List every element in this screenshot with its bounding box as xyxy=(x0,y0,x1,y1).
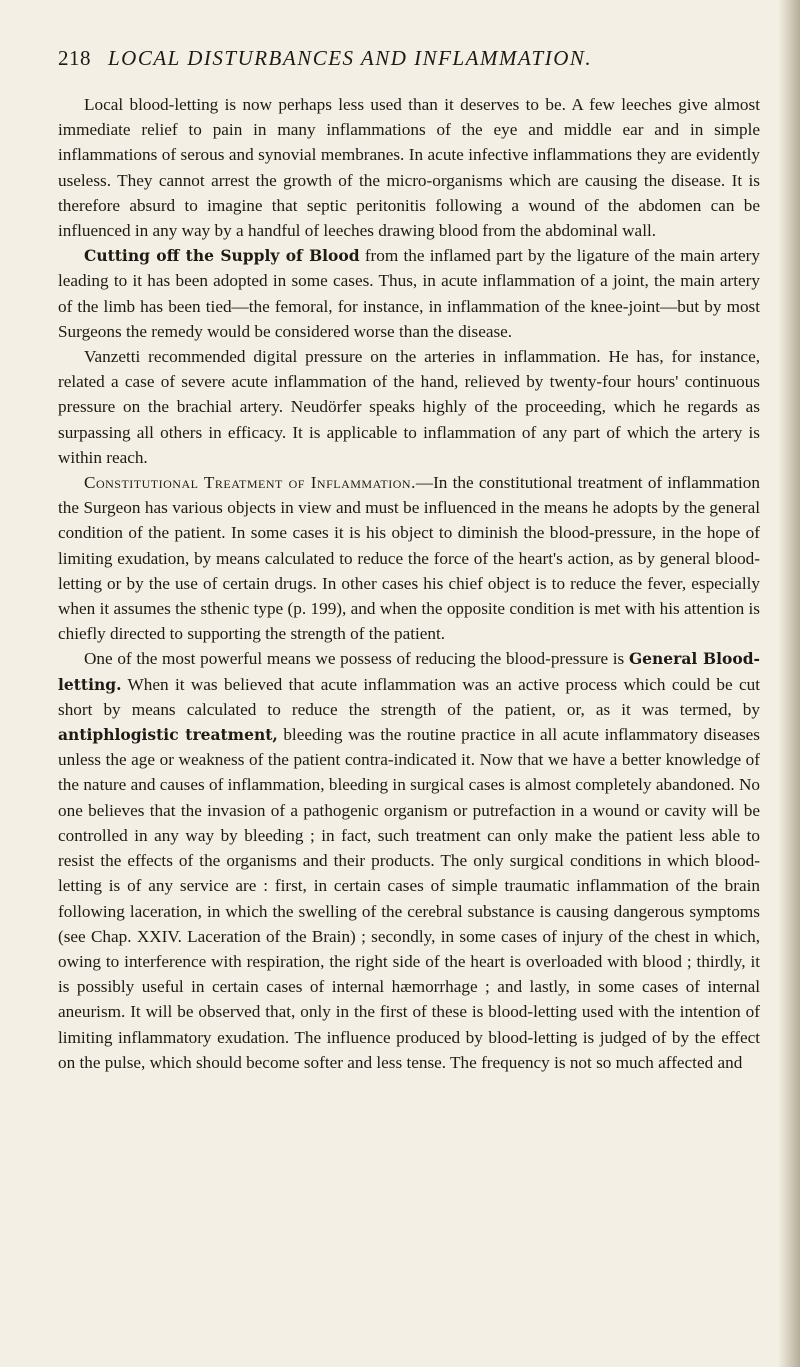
paragraph-vanzetti: Vanzetti recommended digital pressure on the arteries in inflammation. He has, for instance, related a case of severe acute inflammation of the hand, relieved by twenty-four hours' continuous pressure on the brachial artery. Neudörfer speaks highly of the proceeding, which he regards as surpassing all others in efficacy. It is applicable to inflammation of any part of which the artery is within reach. xyxy=(58,347,760,467)
heading-general-blood-letting: General Blood-letting. xyxy=(58,649,760,694)
text-cutting-off-supply: from the inflamed part by the ligature of the main artery leading to it has been adopted in some cases. Thus, in acute inflammation of a joint, the main artery of the limb has been tied—the femoral, for instance, in inflammation of the knee-joint—but by most Surgeons the remedy would be considered worse than the disease. xyxy=(58,246,761,341)
heading-constitutional-treatment: Constitutional Treatment of Inflammation. xyxy=(84,473,416,493)
text-constitutional-treatment: —In the constitutional treatment of inflammation the Surgeon has various objects in view and must be influenced in the means he adopts by the general condition of the patient. In some cases it is his object to diminish the blood-pressure, in the hope of limiting exudation, by means calculated to reduce the force of the heart's action, as by general blood-letting or by the use of certain drugs. In other cases his chief object is to reduce the fever, especially when it assumes the sthenic type (p. 199), and when the opposite condition is met with his attention is chiefly directed to supporting the strength of the patient. xyxy=(58,473,760,644)
paragraph-cutting-off-supply xyxy=(58,243,760,344)
running-title: LOCAL DISTURBANCES AND INFLAMMATION. xyxy=(108,46,593,70)
heading-cutting-off-supply: Cutting off the Supply of Blood xyxy=(84,246,360,266)
paragraph-constitutional-treatment xyxy=(58,470,760,646)
term-antiphlogistic-treatment: antiphlogistic treatment, xyxy=(58,725,278,745)
running-head xyxy=(58,46,760,86)
paragraph-local-blood-letting: Local blood-letting is now perhaps less used than it deserves to be. A few leeches give almost immediate relief to pain in many inflammations of the eye and middle ear and in simple inflammations of serous and synovial membranes. In acute infective inflammations they are evidently useless. They cannot arrest the growth of the micro-organisms which are causing the disease. It is therefore absurd to imagine that septic peritonitis following a wound of the abdomen can be influenced in any way by a handful of leeches drawing blood from the abdominal wall. xyxy=(58,95,760,241)
book-spine-shadow xyxy=(778,0,800,1367)
paragraph-general-blood-letting xyxy=(58,646,760,1074)
book-page xyxy=(58,46,760,1075)
text-general-blood-letting-c: bleeding was the routine practice in all acute inflammatory diseases unless the age or weakness of the patient contra-indicated it. Now that we have a better knowledge of the nature and causes of inflammation, bleeding in surgical cases is almost completely abandoned. No one believes that the invasion of a pathogenic organism or putrefaction in a wound or cavity will be controlled in any way by bleeding ; in fact, such treatment can only make the patient less able to resist the effects of the organisms and their products. The only surgical conditions in which blood-letting is of any service are : first, in certain cases of simple traumatic inflammation of the brain following laceration, in which the swelling of the cerebral substance is causing dangerous symptoms (see Chap. XXIV. Laceration of the Brain) ; secondly, in some cases of injury of the chest in which, owing to interference with respiration, the right side of the heart is overloaded with blood ; thirdly, it is possibly useful in certain cases of internal hæmorrhage ; and lastly, in some cases of internal aneurism. It will be observed that, only in the first of these is blood-letting used with the intention of limiting inflammatory exudation. The influence produced by blood-letting is judged of by the effect on the pulse, which should become softer and less tense. The frequency is not so much affected and xyxy=(58,725,760,1072)
page-number: 218 xyxy=(58,46,91,70)
text-general-blood-letting-b: When it was believed that acute inflammation was an active process which could be cut short by means calculated to reduce the strength of the patient, or, as it was termed, by xyxy=(58,674,760,719)
text-general-blood-letting-a: One of the most powerful means we possess of reducing the blood-pressure is xyxy=(84,649,629,669)
body-text xyxy=(58,92,760,1075)
